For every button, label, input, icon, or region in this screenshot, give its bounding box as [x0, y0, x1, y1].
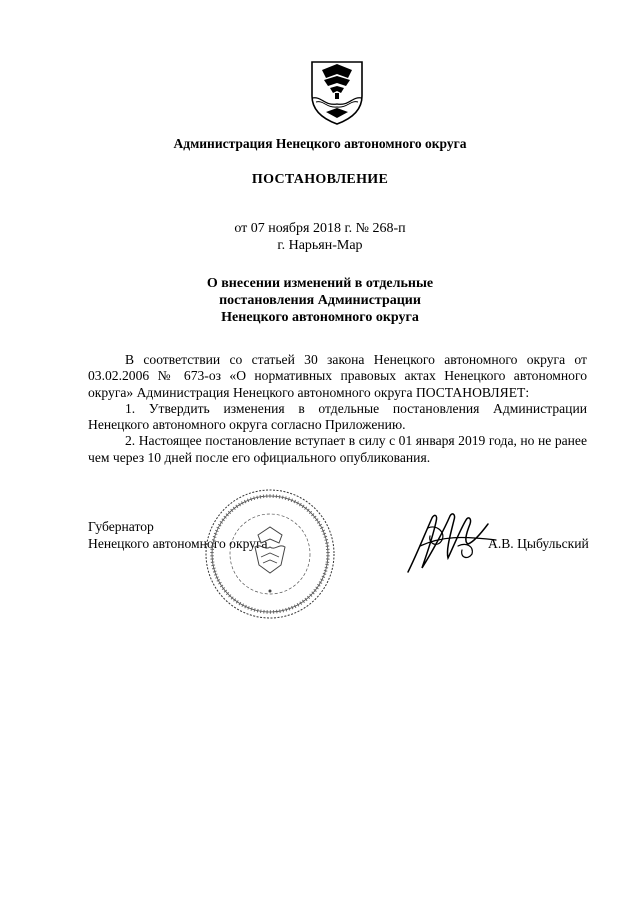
document-type: ПОСТАНОВЛЕНИЕ: [251, 172, 389, 187]
organization-title: Администрация Ненецкого автономного округа: [173, 136, 467, 151]
body-paragraph: В соответствии со статьей 30 закона Ненецкого автономного округа от 03.02.2006 № 673-оз «О нормативных правовых актах Ненецкого автономного округа» Администрация Ненецкого автономного округа ПОСТАНОВЛЯЕТ:: [88, 352, 587, 400]
body-paragraph: 2. Настоящее постановление вступает в силу с 01 января 2019 года, но не ранее чем через 10 дней после его официального опубликования.: [88, 433, 587, 465]
signatory-position: Губернатор: [88, 519, 154, 534]
signatory-region: Ненецкого автономного округа: [88, 536, 268, 551]
document-body: [88, 352, 587, 466]
official-seal-stamp-icon: [203, 487, 337, 621]
document-subject: [0, 275, 640, 326]
signatory-name: А.В. Цыбульский: [488, 536, 589, 551]
date-number: от 07 ноября 2018 г. № 268-п: [234, 221, 406, 236]
body-paragraph: 1. Утвердить изменения в отдельные постановления Администрации Ненецкого автономного округа согласно Приложению.: [88, 400, 587, 433]
subject-line: Ненецкого автономного округа: [221, 310, 419, 325]
city: г. Нарьян-Мар: [277, 238, 363, 253]
handwritten-signature-icon: [402, 506, 502, 578]
subject-line: постановления Администрации: [219, 293, 421, 308]
date-place-block: [0, 220, 640, 254]
nenets-coat-of-arms-icon: [308, 56, 366, 126]
subject-line: О внесении изменений в отдельные: [206, 276, 434, 291]
